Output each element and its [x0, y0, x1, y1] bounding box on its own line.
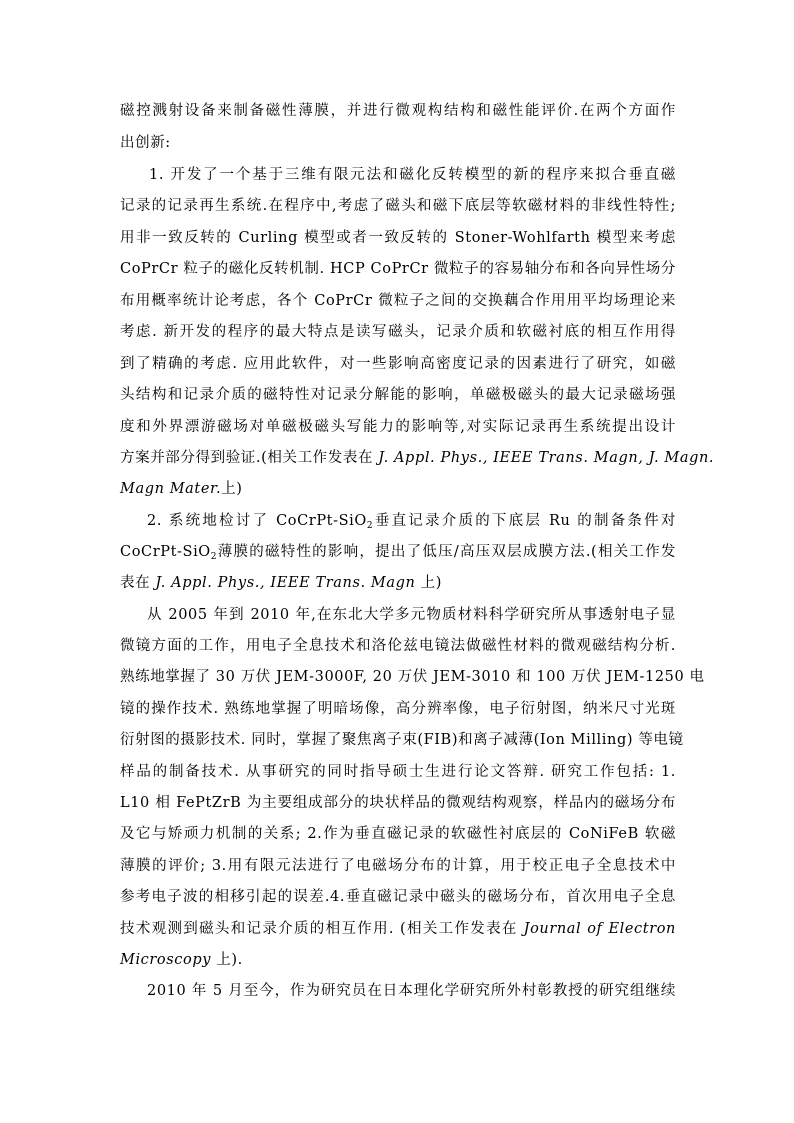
text-line: 磁控溅射设备来制备磁性薄膜，并进行微观构结构和磁性能评价.在两个方面作: [120, 103, 676, 119]
journal-names: J. Appl. Phys., IEEE Trans. Magn, J. Magn.: [378, 450, 715, 466]
text-span: 技术观测到磁头和记录介质的相互作用. (相关工作发表在: [120, 921, 524, 937]
text-line: 度和外界漂游磁场对单磁极磁头写能力的影响等,对实际记录再生系统提出设计: [120, 419, 676, 435]
text-line: [147, 511, 676, 531]
subscript: 2: [210, 552, 218, 562]
text-span: 表在: [120, 575, 156, 591]
text-span: 上).: [211, 952, 243, 968]
text-span: 2. 系统地检讨了 CoCrPt-SiO: [147, 513, 367, 529]
text-span: 薄膜的磁特性的影响，提出了低压/高压双层成膜方法.(相关工作发: [217, 544, 676, 560]
text-span: 方案并部分得到验证.(相关工作发表在: [120, 450, 379, 466]
journal-name: Journal of Electron: [523, 921, 676, 937]
text-line: 及它与矫顽力机制的关系; 2.作为垂直磁记录的软磁性衬底层的 CoNiFeB 软磁: [120, 826, 676, 842]
text-line: 头结构和记录介质的磁特性对记录分解能的影响，单磁极磁头的最大记录磁场强: [120, 387, 676, 403]
text-line: 薄膜的评价; 3.用有限元法进行了电磁场分布的计算，用于校正电子全息技术中: [120, 858, 676, 874]
journal-names: J. Appl. Phys., IEEE Trans. Magn: [155, 575, 416, 591]
journal-name: Magn Mater.: [120, 481, 222, 497]
text-line: [120, 448, 715, 468]
text-line: [120, 542, 676, 562]
subscript: 2: [366, 521, 374, 531]
text-line: 布用概率统计论考虑，各个 CoPrCr 微粒子之间的交换藕合作用用平均场理论来: [120, 293, 676, 309]
text-line: 衍射图的摄影技术. 同时，掌握了聚焦离子束(FIB)和离子减薄(Ion Milling) 等电镜: [120, 732, 684, 748]
text-line: [120, 919, 676, 939]
text-line: 镜的操作技术. 熟练地掌握了明暗场像，高分辨率像，电子衍射图，纳米尺寸光斑: [120, 701, 676, 717]
text-line: 1. 开发了一个基于三维有限元法和磁化反转模型的新的程序来拟合垂直磁: [149, 167, 676, 183]
text-line: 记录的记录再生系统.在程序中,考虑了磁头和磁下底层等软磁材料的非线性特性;: [120, 198, 676, 214]
text-line: 微镜方面的工作，用电子全息技术和洛伦兹电镜法做磁性材料的微观磁结构分析.: [120, 638, 676, 654]
text-line: [120, 573, 442, 593]
text-span: 上): [415, 575, 443, 591]
journal-name: Microscopy: [120, 952, 212, 968]
text-line: 用非一致反转的 Curling 模型或者一致反转的 Stoner-Wohlfarth 模型来考虑: [120, 230, 676, 246]
text-line: 到了精确的考虑. 应用此软件，对一些影响高密度记录的因素进行了研究，如磁: [120, 356, 676, 372]
text-line: 参考电子波的相移引起的误差.4.垂直磁记录中磁头的磁场分布，首次用电子全息: [120, 889, 676, 905]
text-line: L10 相 FePtZrB 为主要组成部分的块状样品的微观结构观察，样品内的磁场分布: [120, 795, 676, 811]
text-span: CoCrPt-SiO: [120, 544, 211, 560]
text-line: 出创新:: [120, 135, 171, 151]
text-line: [120, 479, 243, 499]
text-line: [120, 950, 243, 970]
text-line: 从 2005 年到 2010 年,在东北大学多元物质材料科学研究所从事透射电子显: [147, 607, 676, 623]
text-span: 垂直记录介质的下底层 Ru 的制备条件对: [373, 513, 676, 529]
text-line: 2010 年 5 月至今，作为研究员在日本理化学研究所外村彰教授的研究组继续: [147, 983, 676, 999]
text-line: 考虑. 新开发的程序的最大特点是读写磁头，记录介质和软磁衬底的相互作用得: [120, 324, 676, 340]
text-span: 上): [221, 481, 243, 497]
text-line: CoPrCr 粒子的磁化反转机制. HCP CoPrCr 微粒子的容易轴分布和各向异性场分: [120, 261, 676, 277]
text-line: 样品的制备技术. 从事研究的同时指导硕士生进行论文答辩. 研究工作包括: 1.: [120, 764, 676, 780]
text-line: 熟练地掌握了 30 万伏 JEM-3000F, 20 万伏 JEM-3010 和 100 万伏 JEM-1250 电: [120, 669, 705, 685]
